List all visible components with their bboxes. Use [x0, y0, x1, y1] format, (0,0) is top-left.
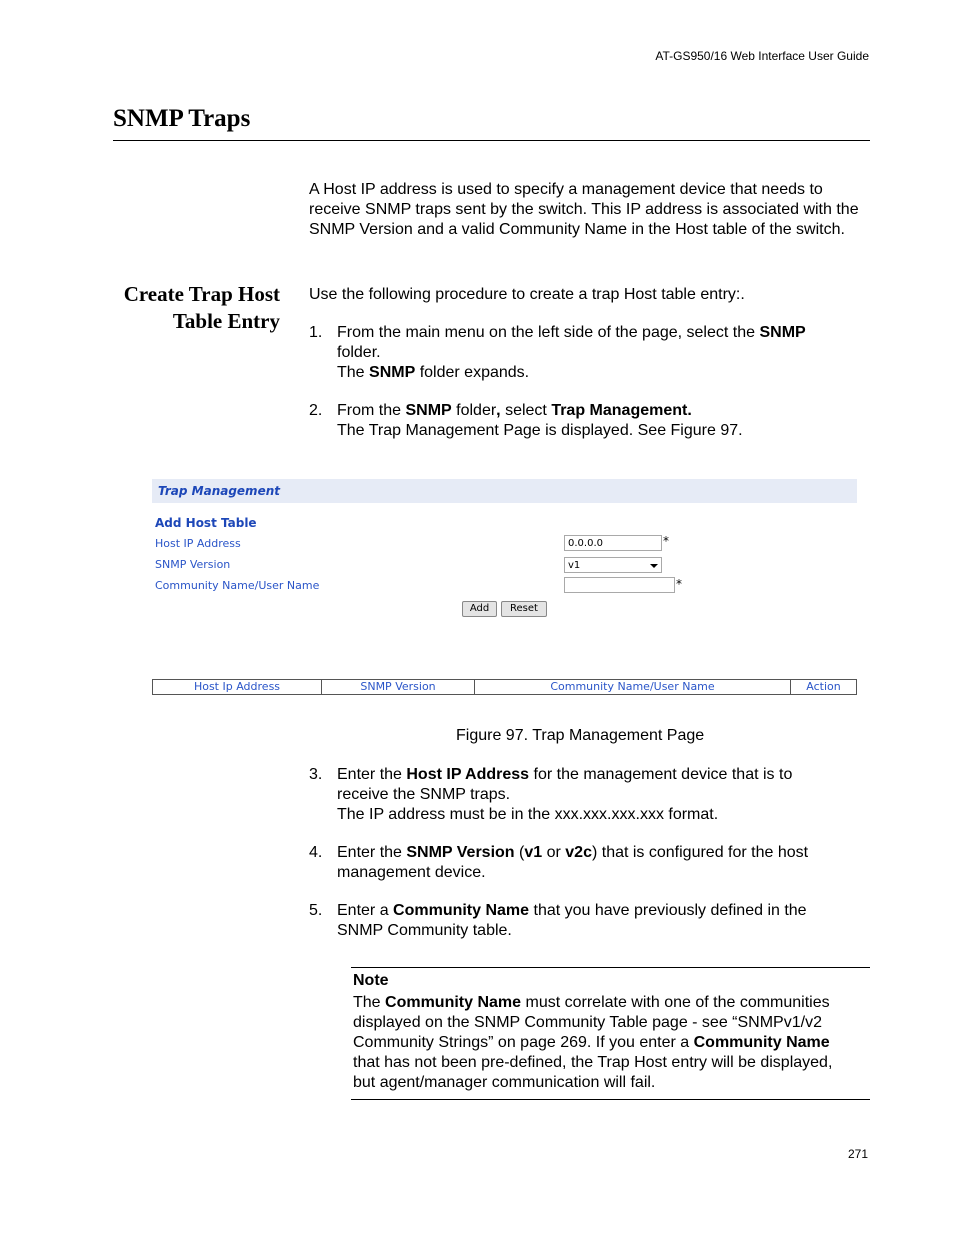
step-4-text-d: ) that is configured for the host — [591, 844, 809, 861]
step-1-number: 1. — [309, 324, 323, 341]
procedure-intro: Use the following procedure to create a trap Host table entry:. — [309, 286, 745, 303]
step-1-result-a: The — [337, 364, 370, 381]
step-4-number: 4. — [309, 844, 323, 861]
step-2-comma: , — [496, 402, 501, 419]
step-4-text-c: or — [542, 844, 566, 861]
step-4 — [337, 843, 877, 883]
dropdown-arrow-icon — [650, 564, 658, 568]
snmp-version-select[interactable] — [564, 557, 662, 573]
step-2-text-b: folder — [451, 402, 497, 419]
col-community: Community Name/User Name — [475, 680, 791, 694]
note-box — [353, 971, 873, 1093]
step-3-bold: Host IP Address — [406, 766, 530, 783]
note-l1b: Community Name — [385, 994, 522, 1011]
col-snmp-version: SNMP Version — [322, 680, 475, 694]
subsection-title-line2: Table Entry — [172, 309, 280, 333]
note-bottom-rule — [351, 1099, 870, 1100]
add-button[interactable]: Add — [462, 601, 497, 617]
step-3-text-b: for the management device that is to — [529, 766, 793, 783]
step-1-text: From the main menu on the left side of the page, select the — [337, 324, 760, 341]
step-2-bold-a: SNMP — [405, 402, 452, 419]
step-3-line2: receive the SNMP traps. — [337, 786, 511, 803]
step-1 — [337, 323, 877, 383]
step-5-text-b: that you have previously defined in the — [529, 902, 807, 919]
step-5-bold: Community Name — [393, 902, 530, 919]
subsection-title — [124, 281, 280, 335]
step-2-text-c: select — [500, 402, 552, 419]
step-3-text-a: Enter the — [337, 766, 407, 783]
host-ip-label: Host IP Address — [155, 537, 241, 550]
step-3-number: 3. — [309, 766, 323, 783]
step-2-result: The Trap Management Page is displayed. See Figure 97. — [337, 422, 743, 439]
step-5-line2: SNMP Community table. — [337, 922, 512, 939]
step-2-text-a: From the — [337, 402, 406, 419]
step-4-bold-c: v2c — [565, 844, 592, 861]
step-5-number: 5. — [309, 902, 323, 919]
trap-management-figure — [152, 479, 857, 697]
note-l5: but agent/manager communication will fail. — [353, 1074, 656, 1091]
step-4-bold-b: v1 — [524, 844, 543, 861]
page-number: 271 — [847, 1147, 868, 1161]
intro-paragraph: A Host IP address is used to specify a management device that needs to receive SNMP traps sent by the switch. This IP address is associated with the SNMP Version and a valid Community Name in the Host table of the switch. — [309, 181, 859, 238]
step-5-text-a: Enter a — [337, 902, 394, 919]
step-1-line2: folder. — [337, 344, 381, 361]
col-host-ip: Host Ip Address — [153, 680, 322, 694]
reset-button[interactable]: Reset — [501, 601, 547, 617]
section-title: SNMP Traps — [113, 105, 251, 132]
step-3 — [337, 765, 877, 825]
step-2-bold-b: Trap Management. — [551, 402, 692, 419]
step-1-result-b: folder expands. — [415, 364, 530, 381]
running-header: AT-GS950/16 Web Interface User Guide — [655, 49, 869, 63]
community-label: Community Name/User Name — [155, 579, 320, 592]
add-host-table-heading: Add Host Table — [155, 516, 257, 530]
step-1-result-bold: SNMP — [369, 364, 416, 381]
note-heading: Note — [353, 972, 389, 989]
host-table-header — [152, 679, 857, 695]
note-l3b: Community Name — [693, 1034, 830, 1051]
step-4-text-a: Enter the — [337, 844, 407, 861]
snmp-version-value: v1 — [568, 560, 581, 571]
title-rule — [113, 140, 870, 141]
required-mark: * — [663, 534, 669, 548]
note-l2: displayed on the SNMP Community Table page - see “SNMPv1/v2 — [353, 1014, 822, 1031]
host-ip-input[interactable]: 0.0.0.0 — [564, 535, 662, 551]
step-4-line2: management device. — [337, 864, 486, 881]
step-2-number: 2. — [309, 402, 323, 419]
note-l3a: Community Strings” on page 269. If you enter a — [353, 1034, 694, 1051]
note-top-rule — [351, 967, 870, 968]
required-mark-2: * — [676, 577, 682, 591]
subsection-title-line1: Create Trap Host — [123, 282, 280, 306]
note-l4: that has not been pre-defined, the Trap Host entry will be displayed, — [353, 1054, 833, 1071]
panel-title: Trap Management — [158, 484, 280, 498]
note-l1a: The — [353, 994, 386, 1011]
note-l1c: must correlate with one of the communities — [521, 994, 830, 1011]
step-1-bold: SNMP — [759, 324, 806, 341]
step-4-text-b: ( — [514, 844, 525, 861]
step-4-bold-a: SNMP Version — [406, 844, 515, 861]
step-5 — [337, 901, 877, 941]
col-action: Action — [806, 680, 841, 693]
step-2 — [337, 401, 877, 441]
figure-caption: Figure 97. Trap Management Page — [456, 727, 705, 744]
snmp-version-label: SNMP Version — [155, 558, 231, 571]
panel-title-bar — [152, 479, 857, 503]
step-3-result: The IP address must be in the xxx.xxx.xxx.xxx format. — [337, 806, 719, 823]
community-input[interactable] — [564, 577, 675, 593]
